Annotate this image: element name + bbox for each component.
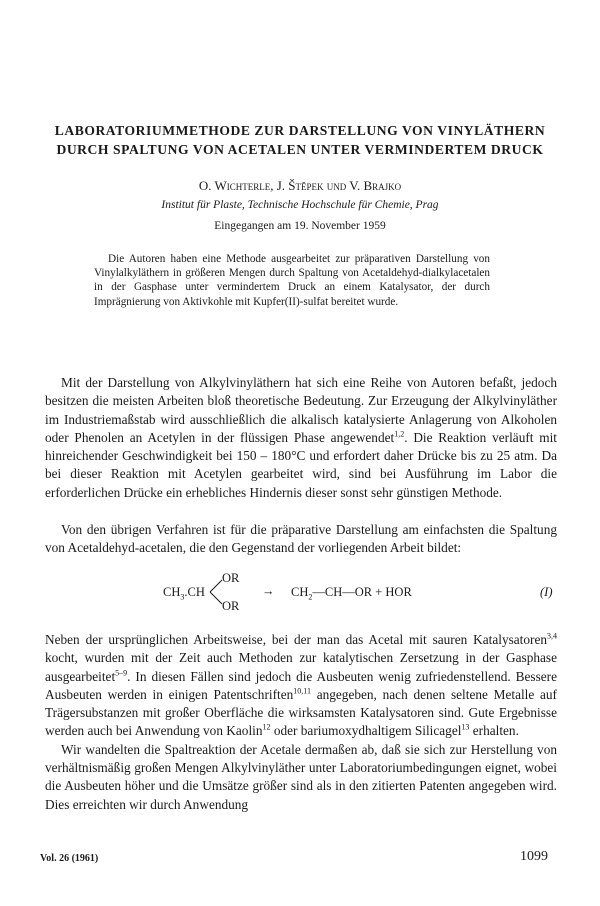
title-line-1: LABORATORIUMMETHODE ZUR DARSTELLUNG VON VINYLÄTHERN — [54, 123, 546, 138]
chemical-equation — [0, 568, 600, 616]
body-section-1 — [45, 374, 557, 502]
product-ch: CH — [291, 585, 309, 599]
paragraph-2: Von den übrigen Verfahren ist für die präparative Darstellung am einfachsten die Spaltung von Acetaldehyd-acetalen, die den Gegenstand der vorliegenden Arbeit bildet: — [45, 522, 557, 556]
citation-ref: 12 — [262, 723, 271, 733]
paragraph-3-text-c: . In diesen Fällen sind jedoch die Ausbeuten wenig zufriedenstellend. Bessere Ausbeuten werden in einigen Patentschriften — [45, 668, 557, 702]
body-section-3 — [45, 631, 557, 814]
paragraph-1 — [45, 374, 557, 502]
product-rest: —CH—OR + HOR — [312, 585, 412, 599]
reactant-ch: CH — [163, 585, 181, 599]
reaction-arrow: → — [262, 584, 275, 598]
reactant-subscript: 3 — [180, 592, 185, 602]
abstract — [94, 252, 490, 309]
citation-ref: 3,4 — [547, 631, 557, 641]
equation-reactant — [163, 585, 205, 600]
body-section-2 — [45, 521, 557, 558]
paragraph-3-text-f: erhalten. — [469, 723, 519, 739]
equation-or-bottom: OR — [222, 599, 240, 613]
paragraph-1-text-b: . Die Reaktion verläuft mit hinreichender Geschwindigkeit bei 150 – 180°C und erfordert daher Drücke bis zu 25 atm. Da bei dieser Reaktion mit Acetylen gearbeitet wird, sind bei Ausführung im Labor die erforderlichen Drücke ein erhebliches Hindernis dieser sonst sehr günstigen Methode. — [45, 429, 557, 500]
authors: O. Wichterle, J. Štěpek und V. Brajko — [198, 178, 402, 193]
title-line-2: DURCH SPALTUNG VON ACETALEN UNTER VERMINDERTEM DRUCK — [56, 142, 544, 157]
paragraph-3-text-d: angegeben, nach denen seltene Metalle auf Trägersubstanzen mit großer Oberfläche die wirksamsten Katalysatoren sind. Gute Ergebnisse werden auch bei Anwendung von Kaolin — [45, 686, 557, 739]
citation-ref: 5–9 — [115, 668, 128, 678]
bond-lower — [210, 592, 222, 604]
abstract-text: Die Autoren haben eine Methode ausgearbeitet zur präparativen Darstellung von Vinylalkyläthern in größeren Mengen durch Spaltung von Acetaldehyd-dialkylacetalen in der Gasphase unter vermindertem Druck an einem Katalysator, der durch Imprägnierung von Aktivkohle mit Kupfer(II)-sulfat bereitet wurde. — [94, 253, 490, 308]
paragraph-4: Wir wandelten die Spaltreaktion der Acetale dermaßen ab, daß sie sich zur Herstellung von verhältnismäßig großen Mengen Alkylvinyläther unter Laboratoriumbedingungen eignet, wobei die Ausbeuten höher und die Umsätze größer sind als in den zitierten Patenten angegeben wird. Dies erreichten wir durch Anwendung — [45, 741, 557, 812]
paragraph-1-text-a: Mit der Darstellung von Alkylvinyläthern hat sich eine Reihe von Autoren befaßt, jedoch besitzen die meisten Arbeiten bloß theoretische Bedeutung. Zur Erzeugung der Alkylvinyläther im Industriemaßstab wird ausschließlich die alkalisch katalysierte Anlagerung von Alkoholen oder Phenolen an Acetylen in der flüssigen Phase angewendet — [45, 375, 557, 445]
equation-or-top: OR — [222, 571, 240, 585]
reactant-ch-center: .CH — [184, 585, 205, 599]
page-number: 1099 — [520, 849, 548, 864]
institute: Institut für Plaste, Technische Hochschule für Chemie, Prag — [161, 199, 439, 211]
citation-ref: 13 — [461, 723, 470, 733]
bond-upper — [210, 580, 222, 592]
product-subscript: 2 — [308, 592, 313, 602]
paragraph-3-text-b: kocht, wurden mit der Zeit auch Methoden zur katalytischen Zersetzung in der Gasphase ausgearbeitet — [45, 650, 557, 684]
paragraph-3-text-a: Neben der ursprünglichen Arbeitsweise, bei der man das Acetal mit sauren Katalysatoren — [45, 632, 547, 647]
article-title — [0, 121, 600, 159]
journal-volume: Vol. 26 (1961) — [40, 853, 99, 864]
equation-number: (I) — [540, 585, 553, 599]
paragraph-3-text-e: oder bariumoxydhaltigem Silicagel — [270, 723, 462, 739]
citation-ref: 10,11 — [293, 686, 311, 696]
citation-ref: 1,2 — [394, 429, 405, 439]
branch-bonds — [209, 578, 223, 606]
received-date: Eingegangen am 19. November 1959 — [214, 220, 386, 232]
equation-products — [291, 585, 412, 600]
paragraph-3 — [45, 631, 557, 741]
